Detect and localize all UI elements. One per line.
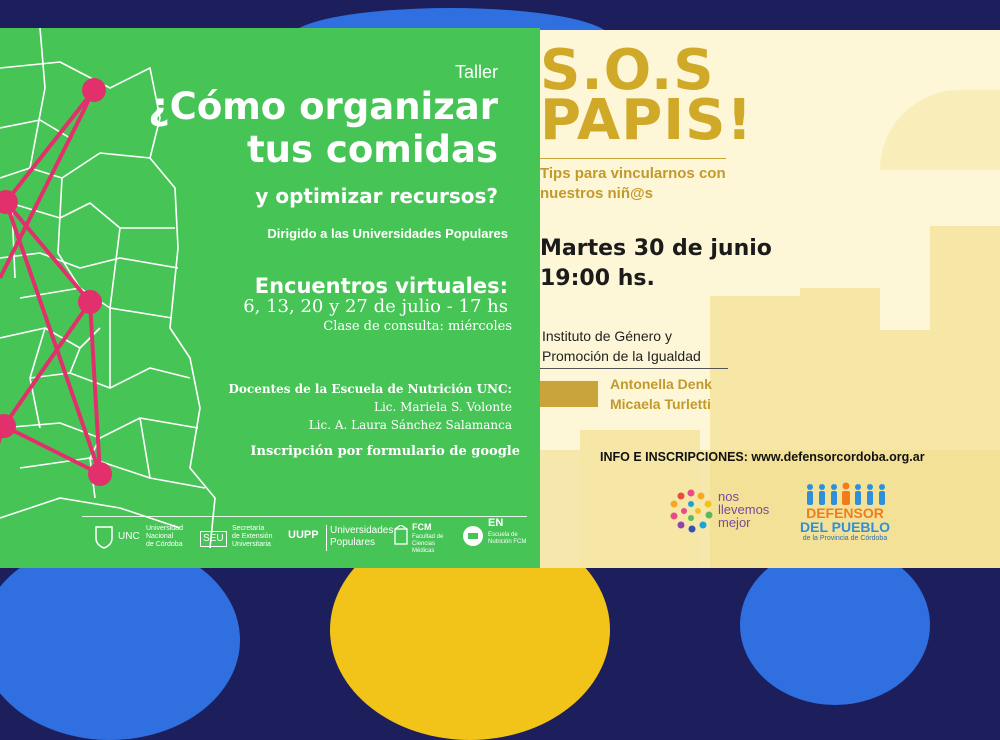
uupp-logo-abbr: UUPP xyxy=(288,529,319,541)
city-building xyxy=(880,90,1000,170)
consulta-text: Clase de consulta: miércoles xyxy=(323,319,512,334)
fcm-logo-caption: Facultad de Ciencias Médicas xyxy=(412,534,444,554)
uupp-logo-name: Universidades Populares xyxy=(330,525,394,548)
nos-llevemos-mejor-text: nos llevemos mejor xyxy=(718,489,770,530)
inscripcion-text: Inscripción por formulario de google xyxy=(250,444,520,459)
background-blob-blue-bottom-right xyxy=(740,545,930,705)
info-registration: INFO E INSCRIPCIONES: www.defensorcordoba.org.ar xyxy=(600,450,925,464)
seu-logo-caption: Secretaría de Extensión Universitaria xyxy=(232,525,273,548)
poster-title-line2: tus comidas xyxy=(247,128,498,171)
audience-text: Dirigido a las Universidades Populares xyxy=(267,226,508,241)
seu-logo-name: SEU xyxy=(200,531,227,547)
docentes-title: Docentes de la Escuela de Nutrición UNC: xyxy=(228,382,512,396)
uupp-logo-separator xyxy=(326,525,327,551)
dates-text: 6, 13, 20 y 27 de julio - 17 hs xyxy=(243,296,508,317)
defensor-line3: de la Provincia de Córdoba xyxy=(802,535,888,542)
institution-logos-strip xyxy=(82,516,527,562)
unc-logo-caption: Universidad Nacional de Córdoba xyxy=(146,525,183,548)
defensor-line1: DEFENSOR xyxy=(806,505,884,521)
sos-papis-poster xyxy=(500,30,1000,568)
docente-name: Lic. Mariela S. Volonte xyxy=(373,400,512,414)
title-divider xyxy=(540,158,726,159)
institute-name: Instituto de Género y Promoción de la Igualdad xyxy=(542,328,701,364)
poster-title-line1: ¿Cómo organizar xyxy=(148,85,498,128)
defensor-del-pueblo-logo xyxy=(790,482,900,542)
defensor-line2: DEL PUEBLO xyxy=(800,519,890,535)
poster-title-line3: y optimizar recursos? xyxy=(255,184,498,208)
nos-llevemos-mejor-logo xyxy=(668,486,770,536)
docente-name: Lic. A. Laura Sánchez Salamanca xyxy=(308,418,512,432)
encuentros-title: Encuentros virtuales: xyxy=(254,274,508,298)
fcm-logo-name: FCM xyxy=(412,522,432,532)
event-date: Martes 30 de junio xyxy=(540,236,772,261)
institute-divider xyxy=(532,368,728,369)
building-icon xyxy=(394,525,408,545)
taller-poster xyxy=(0,28,540,568)
poster-title: S.O.S PAPIS! xyxy=(540,38,753,153)
en-circle-icon xyxy=(462,525,484,547)
shield-icon xyxy=(94,525,114,549)
en-logo-caption: Escuela de Nutrición FCM xyxy=(488,532,527,545)
en-logo-name: EN xyxy=(488,517,504,529)
kicker-label: Taller xyxy=(454,62,498,82)
speakers-accent-bar xyxy=(530,381,598,407)
poster-subtitle: Tips para vincularnos con nuestros niñ@s xyxy=(540,165,726,202)
event-time: 19:00 hs. xyxy=(540,266,655,291)
people-group-icon xyxy=(802,482,888,506)
speakers-list: Antonella Denk Micaela Turletti xyxy=(610,376,712,412)
unc-logo-name: UNC xyxy=(118,531,140,542)
background-blob-blue-bottom-left xyxy=(0,540,240,740)
dots-circle-icon xyxy=(668,488,714,534)
